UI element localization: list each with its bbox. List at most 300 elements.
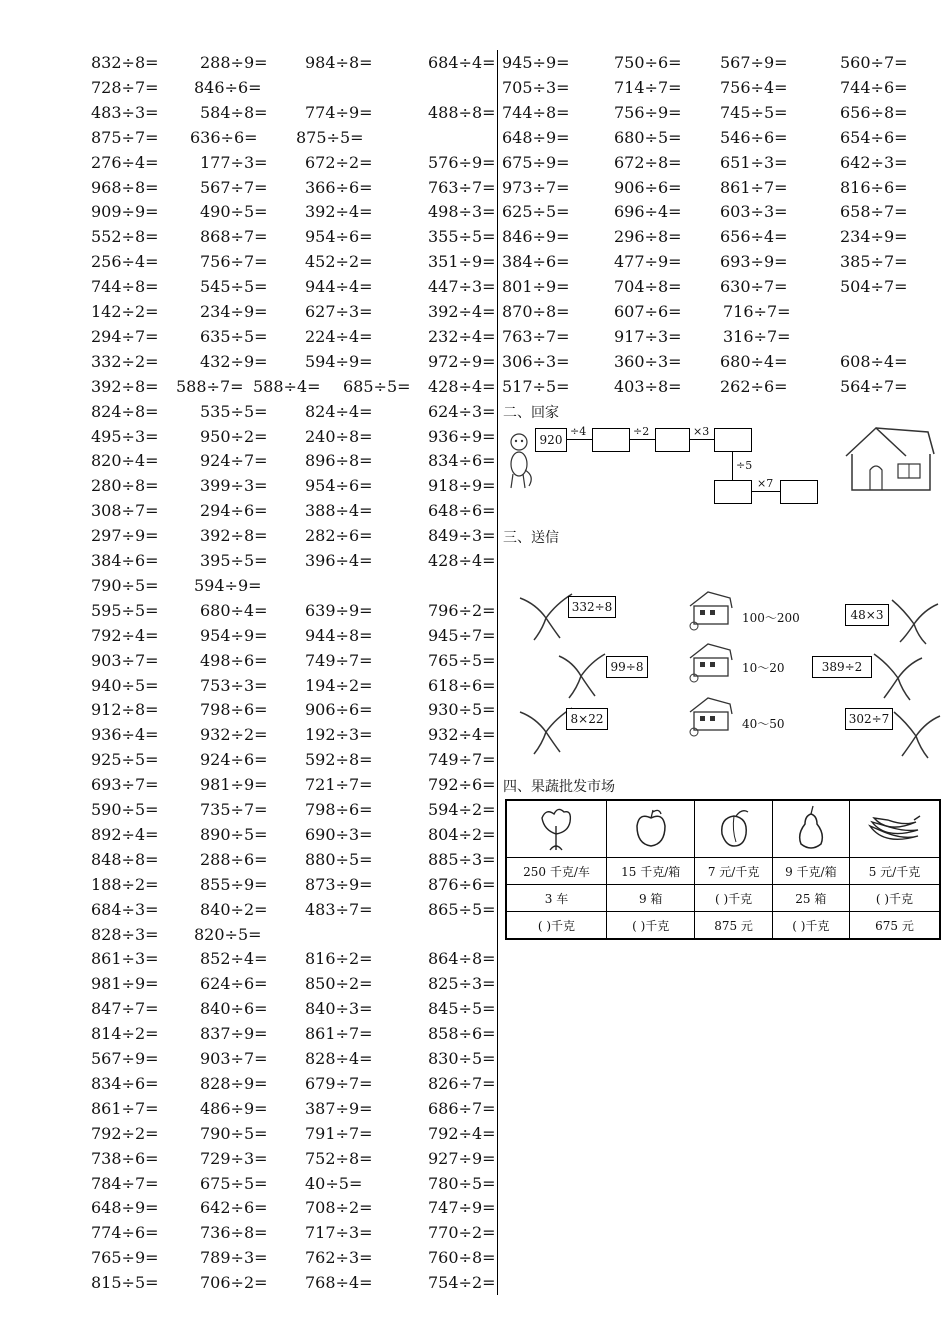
equation: 754÷2= [428,1273,496,1293]
column-divider [497,50,498,1295]
equation: 387÷9= [305,1098,373,1118]
equation: 861÷3= [91,949,159,969]
table-row [506,912,940,940]
equation: 477÷9= [614,252,682,272]
equation-row [0,824,495,846]
equation: 870÷8= [502,302,570,321]
equation: 567÷7= [200,177,268,197]
equation-row [0,77,908,99]
equation: 504÷7= [840,277,908,297]
equation: 846÷6= [194,77,262,97]
equation: 765÷9= [91,1248,159,1268]
equation: 567÷9= [91,1049,159,1068]
equation: 594÷2= [428,800,496,819]
equation: 880÷5= [305,849,373,869]
equation-row [0,1272,495,1294]
swallow-icon [890,708,944,760]
equation: 945÷7= [428,625,496,645]
equation: 546÷6= [720,127,788,147]
equation: 950÷2= [200,426,268,446]
equation-row [0,600,495,622]
equation: 276÷4= [91,152,159,172]
equation: 798÷6= [200,700,268,720]
equation: 428÷4= [428,551,496,570]
equation: 690÷3= [305,824,373,844]
equation: 288÷9= [200,53,268,72]
equation: 384÷6= [502,252,570,272]
equation: 735÷7= [200,800,268,819]
equation: 837÷9= [200,1024,268,1044]
equation: 194÷2= [305,675,373,695]
equation: 846÷9= [502,227,570,247]
equation: 294÷7= [91,326,159,346]
equation: 603÷3= [720,202,788,222]
flow-arrow [629,439,655,440]
equation: 865÷5= [428,899,496,919]
equation: 850÷2= [305,974,373,994]
equation: 675÷5= [200,1173,268,1193]
equation: 763÷7= [428,177,496,197]
house-icon [686,640,736,684]
equation: 396÷4= [305,551,373,570]
equation: 756÷7= [200,252,268,272]
letter-2: 99÷8 [606,656,648,678]
equation: 903÷7= [200,1049,268,1068]
equation: 384÷6= [91,551,159,570]
equation: 796÷2= [428,600,496,620]
equation: 745÷5= [720,102,788,122]
equation: 792÷4= [91,625,159,645]
equation: 828÷9= [200,1073,268,1093]
equation: 749÷7= [305,650,373,670]
equation: 624÷3= [428,401,496,421]
table-cell: 9 千克/箱 [772,858,849,885]
equation: 704÷8= [614,277,682,297]
equation: 912÷8= [91,700,159,720]
equation: 765÷5= [428,650,496,670]
equation-row [0,401,495,423]
equation: 432÷9= [200,351,268,371]
equation: 840÷2= [200,899,268,919]
equation: 142÷2= [91,302,159,321]
equation: 816÷2= [305,949,373,969]
equation: 636÷6= [190,127,258,147]
equation: 288÷6= [200,849,268,869]
equation: 428÷4= [428,376,496,396]
equation: 224÷4= [305,326,373,346]
equation-row [0,1148,495,1170]
letter-1: 332÷8 [568,596,616,618]
equation-row [0,550,495,572]
equation: 932÷2= [200,725,268,745]
equation: 876÷6= [428,874,496,894]
equation: 774÷9= [305,102,373,122]
flow-box-1[interactable] [592,428,630,452]
pear-cell [772,800,849,858]
equation: 896÷8= [305,451,373,471]
equation-row [0,127,908,149]
equation: 858÷6= [428,1024,496,1044]
answer-cell[interactable]: ( )千克 [849,885,940,912]
equation: 177÷3= [200,152,268,172]
equation-row [0,849,495,871]
equation: 399÷3= [200,476,268,496]
equation: 868÷7= [200,227,268,247]
equation: 684÷3= [91,899,159,919]
equation: 517÷5= [502,376,570,396]
equation: 332÷2= [91,351,159,371]
answer-cell[interactable]: ( )千克 [695,885,772,912]
equation: 627÷3= [305,302,373,321]
equation: 680÷4= [720,351,788,371]
monkey-icon [505,430,537,494]
equation: 607÷6= [614,302,682,321]
equation: 936÷4= [91,725,159,745]
table-cell: 875 元 [695,912,772,940]
equation-row [0,774,495,796]
house-icon [686,588,736,632]
range-2: 10～20 [742,661,785,675]
equation: 790÷5= [91,575,159,595]
equation: 693÷7= [91,775,159,795]
equation: 717÷3= [305,1223,373,1243]
equation: 535÷5= [200,401,268,421]
equation-row [0,799,495,821]
equation: 594÷9= [305,351,373,371]
cabbage-icon [536,804,576,852]
equation: 845÷5= [428,999,496,1019]
equation: 495÷3= [91,426,159,446]
equation: 594÷9= [194,575,262,595]
equation: 792÷4= [428,1123,496,1143]
answer-cell[interactable]: ( )千克 [772,912,849,940]
equation: 232÷4= [428,326,496,346]
equation: 756÷4= [720,77,788,97]
equation: 642÷6= [200,1198,268,1218]
equation-row [0,1197,495,1219]
equation: 656÷4= [720,227,788,247]
equation: 648÷9= [502,127,570,147]
equation-row [0,500,495,522]
equation: 696÷4= [614,202,682,222]
peach-icon [714,806,754,850]
flow-op-4: ÷5 [736,459,753,472]
equation: 188÷2= [91,874,159,894]
equation: 875÷5= [296,127,364,147]
letter-3: 8×22 [566,708,608,730]
equation: 861÷7= [720,177,788,197]
equation-row [0,998,495,1020]
equation-row [0,575,495,597]
flow-op-5: ×7 [757,477,774,490]
equation: 792÷6= [428,775,496,795]
equation: 388÷4= [305,501,373,521]
equation: 452÷2= [305,252,373,272]
equation: 820÷5= [194,924,262,944]
table-row [506,885,940,912]
flow-op-3: ×3 [693,425,710,438]
equation: 890÷5= [200,824,268,844]
banana-cell [849,800,940,858]
equation: 968÷8= [91,177,159,197]
answer-cell[interactable]: ( )千克 [606,912,695,940]
equation: 630÷7= [720,277,788,297]
equation-row [0,675,495,697]
equation: 447÷3= [428,277,496,297]
equation: 366÷6= [305,177,373,197]
equation: 403÷8= [614,376,682,396]
equation: 944÷8= [305,625,373,645]
swallow-icon [516,590,576,642]
equation: 826÷7= [428,1073,496,1093]
equation: 906÷6= [614,177,682,197]
equation-row [0,948,495,970]
equation: 804÷2= [428,824,496,844]
letter-4: 48×3 [845,604,889,626]
equation: 861÷7= [305,1024,373,1044]
equation: 832÷8= [91,53,159,72]
flow-box-4[interactable] [714,480,752,504]
equation: 828÷4= [305,1049,373,1068]
equation: 658÷7= [840,202,908,222]
equation: 385÷7= [840,252,908,272]
equation: 483÷7= [305,899,373,919]
equation: 768÷4= [305,1273,373,1293]
equation: 954÷9= [200,625,268,645]
equation: 545÷5= [200,277,268,297]
flow-box-3[interactable] [714,428,752,452]
equation-row [0,1023,495,1045]
equation: 824÷8= [91,401,159,421]
equation: 736÷8= [200,1223,268,1243]
equation: 592÷8= [305,750,373,770]
equation: 875÷7= [91,127,159,147]
equation: 308÷7= [91,501,159,521]
equation: 763÷7= [502,326,570,346]
equation: 847÷7= [91,999,159,1019]
house-icon [838,424,938,496]
answer-cell[interactable]: ( )千克 [506,912,606,940]
equation: 747÷9= [428,1198,496,1218]
equation: 849÷3= [428,526,496,546]
equation: 552÷8= [91,227,159,247]
equation: 392÷8= [200,526,268,546]
equation: 395÷5= [200,551,268,570]
equation: 753÷3= [200,675,268,695]
flow-arrow [566,439,592,440]
equation: 814÷2= [91,1024,159,1044]
equation: 567÷9= [720,53,788,72]
table-cell: 15 千克/箱 [606,858,695,885]
equation: 789÷3= [200,1248,268,1268]
equation: 815÷5= [91,1273,159,1293]
equation: 294÷6= [200,501,268,521]
equation: 925÷5= [91,750,159,770]
equation: 576÷9= [428,152,496,172]
equation-row [0,973,495,995]
equation: 864÷8= [428,949,496,969]
equation-row [0,724,495,746]
equation: 355÷5= [428,227,496,247]
equation: 936÷9= [428,426,496,446]
letter-6: 302÷7 [845,708,893,730]
equation: 834÷6= [428,451,496,471]
equation: 885÷3= [428,849,496,869]
equation: 932÷4= [428,725,496,745]
equation: 234÷9= [840,227,908,247]
equation-row [0,450,495,472]
table-cell: 9 箱 [606,885,695,912]
equation: 852÷4= [200,949,268,969]
equation: 756÷9= [614,102,682,122]
equation: 656÷8= [840,102,908,122]
equation: 828÷3= [91,924,159,944]
table-cell: 25 箱 [772,885,849,912]
equation: 488÷8= [428,102,496,122]
equation: 714÷7= [614,77,682,97]
apple-icon [631,806,671,850]
equation-row [0,1247,495,1269]
equation-row [0,1222,495,1244]
equation: 972÷9= [428,351,496,371]
equation: 680÷5= [614,127,682,147]
equation: 855÷9= [200,874,268,894]
table-row [506,800,940,858]
equation-row [0,1098,495,1120]
equation: 618÷6= [428,675,496,695]
equation: 861÷7= [91,1098,159,1118]
equation: 672÷2= [305,152,373,172]
equation: 760÷8= [428,1248,496,1268]
equation: 240÷8= [305,426,373,446]
equation-row [0,1173,495,1195]
equation: 648÷6= [428,501,496,521]
equation: 954÷6= [305,227,373,247]
equation: 234÷9= [200,302,268,321]
section-4-title: 四、果蔬批发市场 [503,779,615,795]
equation: 588÷7= [176,376,244,396]
equation: 625÷5= [502,202,570,222]
equation: 825÷3= [428,974,496,994]
letter-5: 389÷2 [812,656,872,678]
equation: 639÷9= [305,600,373,620]
cabbage-cell [506,800,606,858]
flow-op-1: ÷4 [570,425,587,438]
equation: 830÷5= [428,1049,496,1068]
equation-row [0,899,495,921]
equation-row [0,475,495,497]
equation: 792÷2= [91,1123,159,1143]
equation-row [0,525,495,547]
table-row [506,858,940,885]
equation: 892÷4= [91,824,159,844]
equation: 392÷8= [91,376,159,396]
equation: 686÷7= [428,1098,496,1118]
flow-op-2: ÷2 [633,425,650,438]
equation: 635÷5= [200,326,268,346]
equation: 360÷3= [614,351,682,371]
equation-row [0,924,495,946]
equation: 750÷6= [614,53,682,72]
market-table [505,799,941,940]
equation: 560÷7= [840,53,908,72]
equation: 909÷9= [91,202,159,222]
equation: 790÷5= [200,1123,268,1143]
equation: 564÷7= [840,376,908,396]
equation: 780÷5= [428,1173,496,1193]
equation: 924÷6= [200,750,268,770]
equation: 296÷8= [614,227,682,247]
banana-icon [864,806,924,850]
equation: 824÷4= [305,401,373,421]
equation: 608÷4= [840,351,908,371]
equation: 729÷3= [200,1148,268,1168]
equation: 784÷7= [91,1173,159,1193]
equation: 744÷6= [840,77,908,97]
equation: 945÷9= [502,53,570,72]
equation: 595÷5= [91,600,159,620]
flow-box-2[interactable] [655,428,690,452]
equation: 944÷4= [305,277,373,297]
equation: 918÷9= [428,476,496,496]
equation: 693÷9= [720,252,788,272]
range-1: 100～200 [742,611,800,625]
equation: 752÷8= [305,1148,373,1168]
equation: 192÷3= [305,725,373,745]
flow-box-5[interactable] [780,480,818,504]
equation: 705÷3= [502,77,570,97]
equation-row [0,699,495,721]
equation: 728÷7= [91,77,159,97]
equation: 706÷2= [200,1273,268,1293]
equation: 708÷2= [305,1198,373,1218]
equation: 280÷8= [91,476,159,496]
table-cell: 675 元 [849,912,940,940]
equation-row [0,650,495,672]
equation-row [0,874,495,896]
equation: 798÷6= [305,800,373,819]
equation: 981÷9= [200,775,268,795]
equation: 680÷4= [200,600,268,620]
equation: 490÷5= [200,202,268,222]
equation-row [0,625,495,647]
equation: 672÷8= [614,152,682,172]
equation: 840÷6= [200,999,268,1019]
equation: 744÷8= [91,277,159,297]
equation: 256÷4= [91,252,159,272]
equation: 297÷9= [91,526,159,546]
equation: 917÷3= [614,326,682,346]
table-cell: 3 车 [506,885,606,912]
equation: 770÷2= [428,1223,496,1243]
equation: 984÷8= [305,53,373,72]
equation: 588÷4= [253,376,321,396]
equation: 716÷7= [723,302,791,321]
equation: 392÷4= [428,302,496,321]
equation: 873÷9= [305,874,373,894]
equation: 498÷6= [200,650,268,670]
equation: 306÷3= [502,351,570,371]
apple-cell [606,800,695,858]
equation: 744÷8= [502,102,570,122]
equation: 820÷4= [91,451,159,471]
range-3: 40～50 [742,717,785,731]
equation: 486÷9= [200,1098,268,1118]
swallow-icon [555,650,607,700]
equation: 981÷9= [91,974,159,994]
house-icon [686,694,736,738]
equation: 816÷6= [840,177,908,197]
